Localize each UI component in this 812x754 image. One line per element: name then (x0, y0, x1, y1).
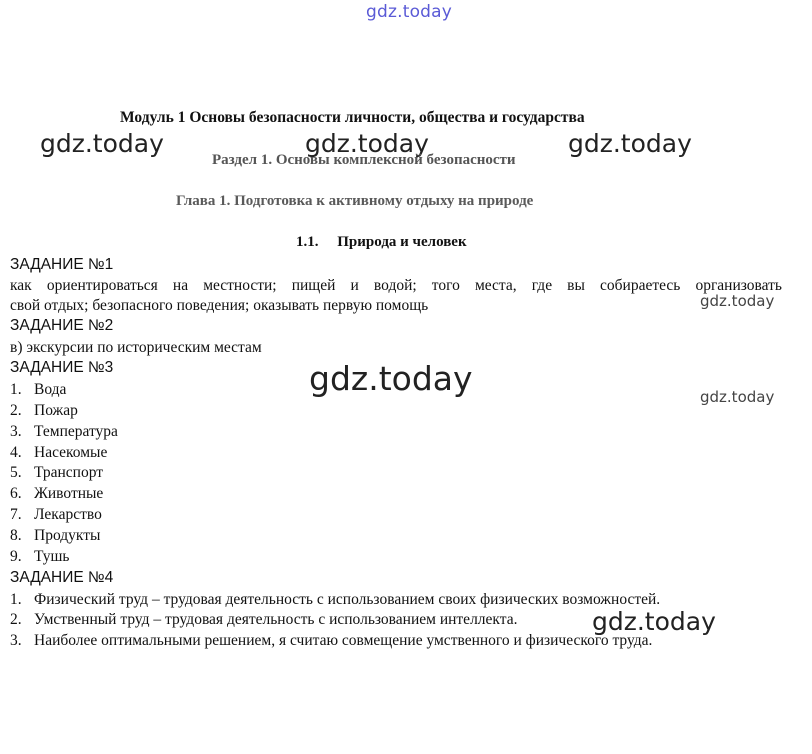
item-text: Пожар (34, 402, 78, 419)
task3-item (10, 549, 69, 565)
item-text: Животные (34, 485, 104, 502)
watermark-small-lower: gdz.today (700, 388, 775, 406)
watermark-top: gdz.today (366, 2, 453, 22)
task3-item (10, 507, 102, 523)
task3-item (10, 528, 100, 544)
task4-item (10, 612, 517, 628)
item-number: 3. (10, 632, 22, 649)
watermark-center: gdz.today (309, 359, 473, 398)
item-number: 5. (10, 464, 22, 481)
task3-item (10, 486, 103, 502)
task4-title: ЗАДАНИЕ №4 (10, 569, 114, 586)
item-text: Наиболее оптимальными решением, я считаю совмещение умственного и физического труда. (34, 632, 653, 649)
task1-title: ЗАДАНИЕ №1 (10, 256, 114, 273)
watermark-bottom: gdz.today (592, 607, 716, 636)
task3-title: ЗАДАНИЕ №3 (10, 359, 114, 376)
task3-item (10, 382, 66, 398)
item-text: Транспорт (34, 464, 104, 481)
item-text: Лекарство (34, 506, 102, 523)
item-text: Физический труд – трудовая деятельность с использованием своих физических возможностей. (34, 591, 661, 608)
item-text: Тушь (34, 548, 70, 565)
item-text: Продукты (34, 527, 101, 544)
item-number: 1. (10, 591, 22, 608)
watermark-left: gdz.today (40, 129, 164, 158)
task3-item (10, 424, 118, 440)
topic-heading: 1.1. Природа и человек (296, 234, 467, 250)
item-text: Температура (34, 423, 118, 440)
task3-item (10, 465, 103, 481)
item-text: Вода (34, 381, 67, 398)
task1-text-line2: свой отдых; безопасного поведения; оказывать первую помощь (10, 297, 429, 314)
item-text: Насекомые (34, 444, 108, 461)
module-heading: Модуль 1 Основы безопасности личности, общества и государства (120, 109, 585, 126)
item-number: 3. (10, 423, 22, 440)
item-number: 1. (10, 381, 22, 398)
item-number: 8. (10, 527, 22, 544)
task3-item (10, 445, 107, 461)
watermark-small-upper: gdz.today (700, 292, 775, 310)
item-number: 4. (10, 444, 22, 461)
watermark-right: gdz.today (568, 129, 692, 158)
task3-item (10, 403, 78, 419)
section-heading: Раздел 1. Основы комплексной безопасности (212, 152, 516, 168)
item-text: Умственный труд – трудовая деятельность с использованием интеллекта. (34, 611, 518, 628)
watermark-middle: gdz.today (305, 129, 429, 158)
item-number: 6. (10, 485, 22, 502)
task2-answer: в) экскурсии по историческим местам (10, 339, 262, 356)
task4-item (10, 633, 652, 649)
task2-title: ЗАДАНИЕ №2 (10, 317, 114, 334)
item-number: 2. (10, 402, 22, 419)
item-number: 7. (10, 506, 22, 523)
item-number: 2. (10, 611, 22, 628)
chapter-heading: Глава 1. Подготовка к активному отдыху на природе (176, 193, 534, 209)
task1-text-line1: как ориентироваться на местности; пищей и водой; того места, где вы собираетесь организовать (10, 277, 782, 294)
task4-item (10, 592, 660, 608)
item-number: 9. (10, 548, 22, 565)
